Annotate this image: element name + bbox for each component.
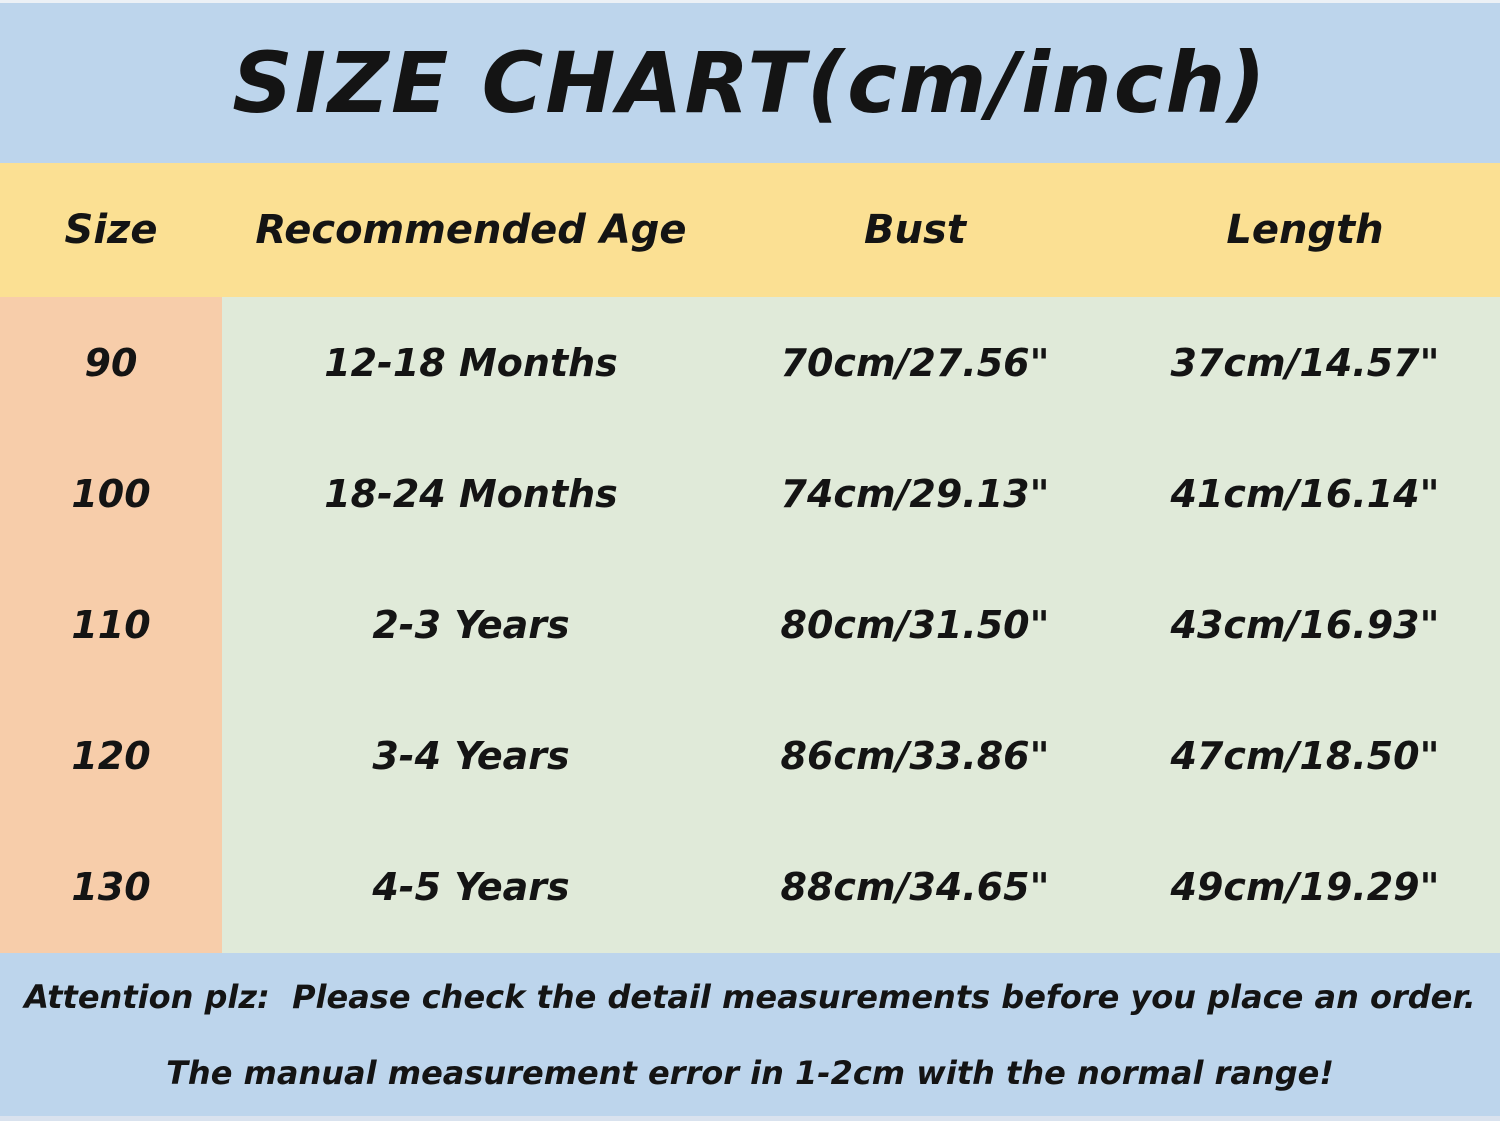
cell-age: 2-3 Years xyxy=(372,603,570,647)
table-row xyxy=(0,691,1500,822)
cell-bust: 74cm/29.13" xyxy=(780,471,1050,516)
table-row xyxy=(0,428,1500,559)
cell-length: 43cm/16.93" xyxy=(1170,603,1440,647)
attention-note-line-1: Attention plz: Please check the detail measurements before you place an order. xyxy=(24,977,1476,1016)
cell-bust: 80cm/31.50" xyxy=(780,603,1050,647)
cell-age: 12-18 Months xyxy=(324,340,618,385)
cell-size: 110 xyxy=(0,559,222,690)
table-row xyxy=(0,297,1500,428)
page-title: SIZE CHART(cm/inch) xyxy=(232,34,1268,132)
column-header-size: Size xyxy=(64,207,158,253)
cell-length: 47cm/18.50" xyxy=(1170,734,1440,779)
cell-size: 120 xyxy=(0,691,222,822)
table-body xyxy=(0,297,1500,953)
column-header-length: Length xyxy=(1226,207,1384,253)
title-band xyxy=(0,3,1500,163)
cell-size: 90 xyxy=(0,297,222,428)
cell-age: 4-5 Years xyxy=(372,865,570,910)
cell-size: 100 xyxy=(0,428,222,559)
table-row xyxy=(0,559,1500,690)
table-row xyxy=(0,822,1500,953)
column-header-age: Recommended Age xyxy=(255,207,687,253)
cell-age: 3-4 Years xyxy=(372,734,570,779)
cell-length: 41cm/16.14" xyxy=(1170,471,1440,516)
cell-bust: 70cm/27.56" xyxy=(780,340,1050,385)
attention-note xyxy=(0,953,1500,1116)
cell-bust: 88cm/34.65" xyxy=(780,865,1050,910)
attention-note-line-2: The manual measurement error in 1-2cm with the normal range! xyxy=(166,1053,1334,1092)
column-header-bust: Bust xyxy=(864,207,966,253)
cell-length: 49cm/19.29" xyxy=(1170,865,1440,910)
cell-age: 18-24 Months xyxy=(324,471,618,516)
cell-length: 37cm/14.57" xyxy=(1170,340,1440,385)
cell-size: 130 xyxy=(0,822,222,953)
table-header-row xyxy=(0,163,1500,297)
cell-bust: 86cm/33.86" xyxy=(780,734,1050,779)
